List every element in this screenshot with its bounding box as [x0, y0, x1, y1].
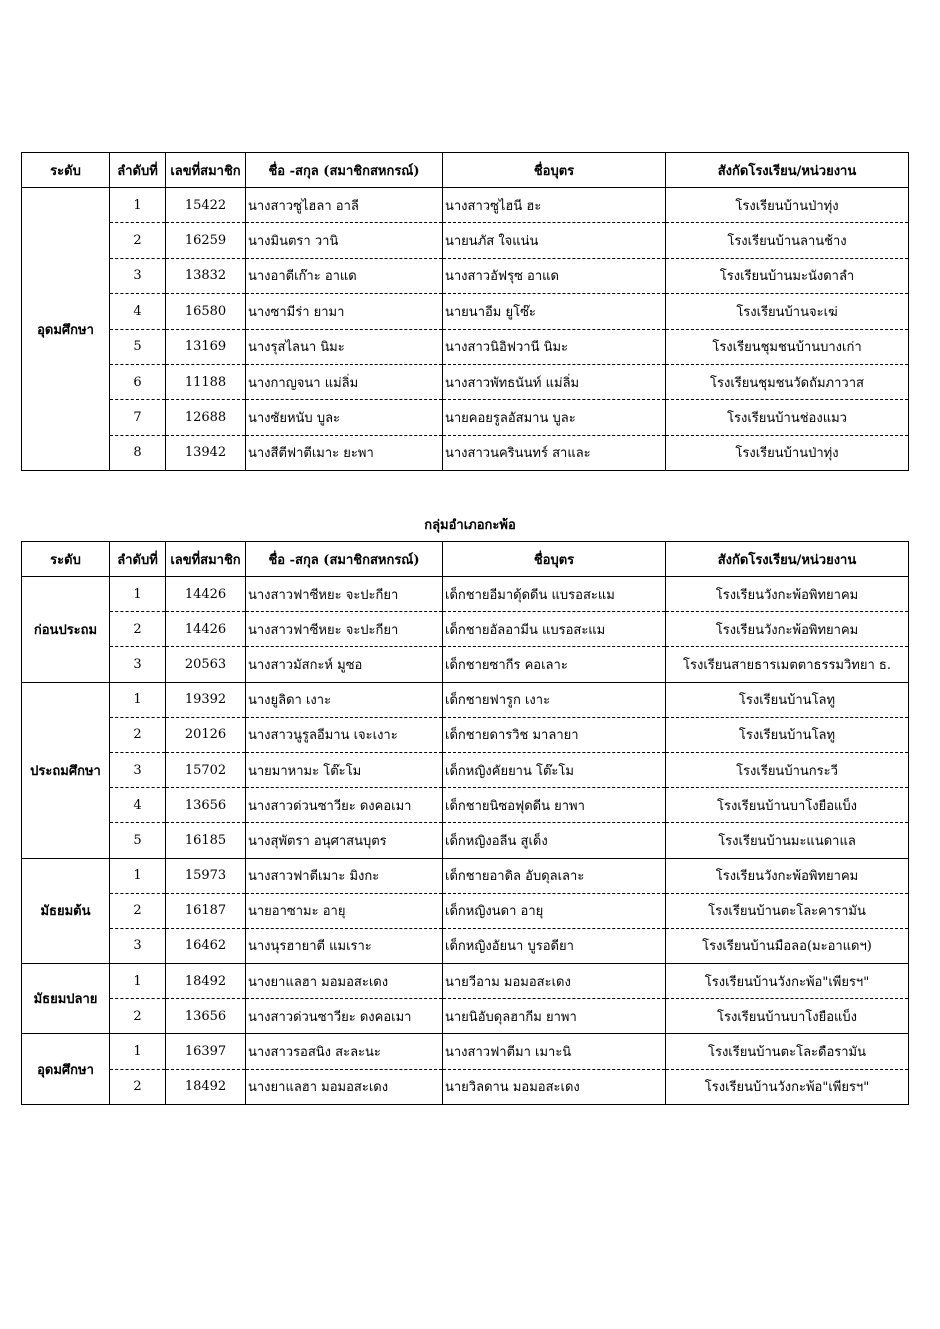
member-name-cell: นางอาตีเก๊าะ อาแด: [246, 258, 443, 293]
member-name-cell: นายอาซามะ อายุ: [246, 893, 443, 928]
school-cell: โรงเรียนบ้านวังกะพ้อ"เพียรฯ": [666, 1069, 909, 1104]
school-cell: โรงเรียนบ้านลานช้าง: [666, 223, 909, 258]
school-cell: โรงเรียนบ้านมือลอ(มะอาแดฯ): [666, 928, 909, 963]
school-cell: โรงเรียนสายธารเมตตาธรรมวิทยา ธ.: [666, 647, 909, 682]
school-cell: โรงเรียนวังกะพ้อพิทยาคม: [666, 612, 909, 647]
child-name-cell: เด็กหญิงคัยยาน โต๊ะโม: [443, 752, 666, 787]
child-name-cell: นางสาวซูไฮนี ฮะ: [443, 188, 666, 223]
group-title: กลุ่มอำเภอกะพ้อ: [424, 518, 516, 533]
level-cell: มัธยมต้น: [22, 858, 110, 964]
order-cell: 6: [110, 364, 166, 399]
member-name-cell: นางกาญจนา แม่ลิ่ม: [246, 364, 443, 399]
member-name-cell: นางสาวฟาซีหยะ จะปะกียา: [246, 612, 443, 647]
member-no-cell: 14426: [166, 612, 246, 647]
member-no-cell: 20126: [166, 717, 246, 752]
member-name-cell: นางสีตีฟาตีเมาะ ยะพา: [246, 435, 443, 470]
member-no-cell: 11188: [166, 364, 246, 399]
member-name-cell: นางสาวรอสนิง สะละนะ: [246, 1034, 443, 1069]
table-row: [22, 964, 909, 999]
school-cell: โรงเรียนบ้านบาโงยือแบ็ง: [666, 999, 909, 1034]
order-cell: 7: [110, 400, 166, 435]
school-cell: โรงเรียนชุมชนวัดถัมภาวาส: [666, 364, 909, 399]
child-name-cell: เด็กชายดารวิช มาลายา: [443, 717, 666, 752]
child-name-cell: เด็กชายอาดิล อับดุลเลาะ: [443, 858, 666, 893]
child-name-cell: เด็กชายอีมาดุ้ดดีน แบรอสะแม: [443, 577, 666, 612]
child-name-cell: นายคอยรูลอัสมาน บูละ: [443, 400, 666, 435]
table-row: [22, 1034, 909, 1069]
table-header-row: [22, 542, 909, 577]
member-no-cell: 13169: [166, 329, 246, 364]
header-school: สังกัดโรงเรียน/หน่วยงาน: [666, 153, 909, 188]
school-cell: โรงเรียนบ้านมะนังดาลำ: [666, 258, 909, 293]
member-no-cell: 13656: [166, 788, 246, 823]
child-name-cell: นายนิอับดุลฮากีม ยาพา: [443, 999, 666, 1034]
member-name-cell: นางสาวด่วนซาวียะ ดงคอเมา: [246, 788, 443, 823]
member-name-cell: นางสาวซูไฮลา อาลี: [246, 188, 443, 223]
order-cell: 1: [110, 577, 166, 612]
order-cell: 4: [110, 788, 166, 823]
member-no-cell: 19392: [166, 682, 246, 717]
order-cell: 3: [110, 928, 166, 963]
order-cell: 5: [110, 823, 166, 858]
table-row: [22, 999, 909, 1034]
member-name-cell: นางมินตรา วานิ: [246, 223, 443, 258]
child-name-cell: นางสาวฟาตีมา เมาะนิ: [443, 1034, 666, 1069]
table-body: [22, 577, 909, 1105]
member-no-cell: 15973: [166, 858, 246, 893]
table-row: [22, 1069, 909, 1104]
member-name-cell: นางยูลิดา เงาะ: [246, 682, 443, 717]
table-row: [22, 612, 909, 647]
school-cell: โรงเรียนบ้านตะโละดือรามัน: [666, 1034, 909, 1069]
school-cell: โรงเรียนบ้านป่าทุ่ง: [666, 435, 909, 470]
order-cell: 1: [110, 1034, 166, 1069]
order-cell: 3: [110, 752, 166, 787]
order-cell: 1: [110, 858, 166, 893]
member-no-cell: 16580: [166, 294, 246, 329]
child-name-cell: เด็กหญิงอลีน สูเด็ง: [443, 823, 666, 858]
table-row: [22, 400, 909, 435]
member-no-cell: 18492: [166, 964, 246, 999]
table-row: [22, 788, 909, 823]
header-order: ลำดับที่: [110, 542, 166, 577]
order-cell: 1: [110, 682, 166, 717]
member-name-cell: นายมาหามะ โต๊ะโม: [246, 752, 443, 787]
member-name-cell: นางสุพัตรา อนุศาสนบุตร: [246, 823, 443, 858]
table-row: [22, 893, 909, 928]
member-name-cell: นางสาวมัสกะห์ มูซอ: [246, 647, 443, 682]
header-child-name: ชื่อบุตร: [443, 153, 666, 188]
member-no-cell: 16259: [166, 223, 246, 258]
table-row: [22, 188, 909, 223]
child-name-cell: นายนภัส ใจแน่น: [443, 223, 666, 258]
child-name-cell: เด็กชายอัลอามีน แบรอสะแม: [443, 612, 666, 647]
member-no-cell: 16185: [166, 823, 246, 858]
member-no-cell: 13656: [166, 999, 246, 1034]
table-row: [22, 294, 909, 329]
header-level: ระดับ: [22, 153, 110, 188]
school-cell: โรงเรียนวังกะพ้อพิทยาคม: [666, 858, 909, 893]
child-name-cell: นางสาวนิอิฟวานี นิมะ: [443, 329, 666, 364]
member-name-cell: นางซัยหนับ บูละ: [246, 400, 443, 435]
school-cell: โรงเรียนบ้านช่องแมว: [666, 400, 909, 435]
child-name-cell: เด็กชายซากีร คอเลาะ: [443, 647, 666, 682]
member-no-cell: 13942: [166, 435, 246, 470]
order-cell: 8: [110, 435, 166, 470]
header-member-no: เลขที่สมาชิก: [166, 153, 246, 188]
order-cell: 2: [110, 999, 166, 1034]
members-table-1: [21, 152, 909, 471]
member-no-cell: 20563: [166, 647, 246, 682]
child-name-cell: นางสาวนครินนทร์ สาและ: [443, 435, 666, 470]
header-school: สังกัดโรงเรียน/หน่วยงาน: [666, 542, 909, 577]
header-member-name: ชื่อ -สกุล (สมาชิกสหกรณ์): [246, 153, 443, 188]
school-cell: โรงเรียนบ้านบาโงยือแบ็ง: [666, 788, 909, 823]
order-cell: 2: [110, 893, 166, 928]
school-cell: โรงเรียนบ้านโลทู: [666, 682, 909, 717]
table-row: [22, 858, 909, 893]
table-row: [22, 223, 909, 258]
table-row: [22, 577, 909, 612]
child-name-cell: นายนาอีม ยูโซ๊ะ: [443, 294, 666, 329]
child-name-cell: เด็กหญิงนดา อายุ: [443, 893, 666, 928]
member-no-cell: 16462: [166, 928, 246, 963]
table-row: [22, 435, 909, 470]
header-level: ระดับ: [22, 542, 110, 577]
member-no-cell: 14426: [166, 577, 246, 612]
member-no-cell: 16187: [166, 893, 246, 928]
school-cell: โรงเรียนบ้านกระวี: [666, 752, 909, 787]
order-cell: 2: [110, 1069, 166, 1104]
school-cell: โรงเรียนชุมชนบ้านบางเก่า: [666, 329, 909, 364]
order-cell: 1: [110, 964, 166, 999]
member-name-cell: นางยาแลฮา มอมอสะเดง: [246, 964, 443, 999]
table-row: [22, 928, 909, 963]
header-member-name: ชื่อ -สกุล (สมาชิกสหกรณ์): [246, 542, 443, 577]
member-name-cell: นางยาแลฮา มอมอสะเดง: [246, 1069, 443, 1104]
member-name-cell: นางสาวฟาซีหยะ จะปะกียา: [246, 577, 443, 612]
member-name-cell: นางสาวด่วนซาวียะ ดงคอเมา: [246, 999, 443, 1034]
school-cell: โรงเรียนบ้านวังกะพ้อ"เพียรฯ": [666, 964, 909, 999]
member-no-cell: 15702: [166, 752, 246, 787]
header-child-name: ชื่อบุตร: [443, 542, 666, 577]
child-name-cell: นางสาวพัทธนันท์ แม่ลิ่ม: [443, 364, 666, 399]
level-cell: ก่อนประถม: [22, 577, 110, 683]
member-name-cell: นางนุรฮายาตี แมเราะ: [246, 928, 443, 963]
child-name-cell: เด็กหญิงอัยนา บูรอดียา: [443, 928, 666, 963]
member-no-cell: 18492: [166, 1069, 246, 1104]
members-table-2: [21, 541, 909, 1105]
order-cell: 5: [110, 329, 166, 364]
table-row: [22, 647, 909, 682]
member-no-cell: 13832: [166, 258, 246, 293]
table-header-row: [22, 153, 909, 188]
school-cell: โรงเรียนบ้านมะแนดาแล: [666, 823, 909, 858]
order-cell: 4: [110, 294, 166, 329]
child-name-cell: นางสาวอัฟรุซ อาแด: [443, 258, 666, 293]
order-cell: 2: [110, 612, 166, 647]
member-no-cell: 16397: [166, 1034, 246, 1069]
table-row: [22, 823, 909, 858]
table-row: [22, 717, 909, 752]
child-name-cell: เด็กชายนิซอฟุดดีน ยาพา: [443, 788, 666, 823]
order-cell: 2: [110, 223, 166, 258]
school-cell: โรงเรียนบ้านตะโละคารามัน: [666, 893, 909, 928]
member-no-cell: 12688: [166, 400, 246, 435]
order-cell: 3: [110, 647, 166, 682]
table-row: [22, 329, 909, 364]
level-cell: อุดมศึกษา: [22, 188, 110, 471]
child-name-cell: นายวีอาม มอมอสะเดง: [443, 964, 666, 999]
level-cell: มัธยมปลาย: [22, 964, 110, 1034]
table-row: [22, 752, 909, 787]
header-order: ลำดับที่: [110, 153, 166, 188]
member-name-cell: นางสาวฟาตีเมาะ มิงกะ: [246, 858, 443, 893]
order-cell: 1: [110, 188, 166, 223]
level-cell: ประถมศึกษา: [22, 682, 110, 858]
table-row: [22, 364, 909, 399]
child-name-cell: เด็กชายฟารูก เงาะ: [443, 682, 666, 717]
school-cell: โรงเรียนบ้านจะเฆ่: [666, 294, 909, 329]
header-member-no: เลขที่สมาชิก: [166, 542, 246, 577]
table-body: [22, 188, 909, 471]
order-cell: 2: [110, 717, 166, 752]
table-row: [22, 258, 909, 293]
level-cell: อุดมศึกษา: [22, 1034, 110, 1104]
member-no-cell: 15422: [166, 188, 246, 223]
member-name-cell: นางรุสไลนา นิมะ: [246, 329, 443, 364]
member-name-cell: นางซามีร่า ยามา: [246, 294, 443, 329]
member-name-cell: นางสาวนูรูลอีมาน เจะเงาะ: [246, 717, 443, 752]
school-cell: โรงเรียนบ้านโลทู: [666, 717, 909, 752]
school-cell: โรงเรียนบ้านป่าทุ่ง: [666, 188, 909, 223]
order-cell: 3: [110, 258, 166, 293]
child-name-cell: นายวิลดาน มอมอสะเดง: [443, 1069, 666, 1104]
table-row: [22, 682, 909, 717]
school-cell: โรงเรียนวังกะพ้อพิทยาคม: [666, 577, 909, 612]
